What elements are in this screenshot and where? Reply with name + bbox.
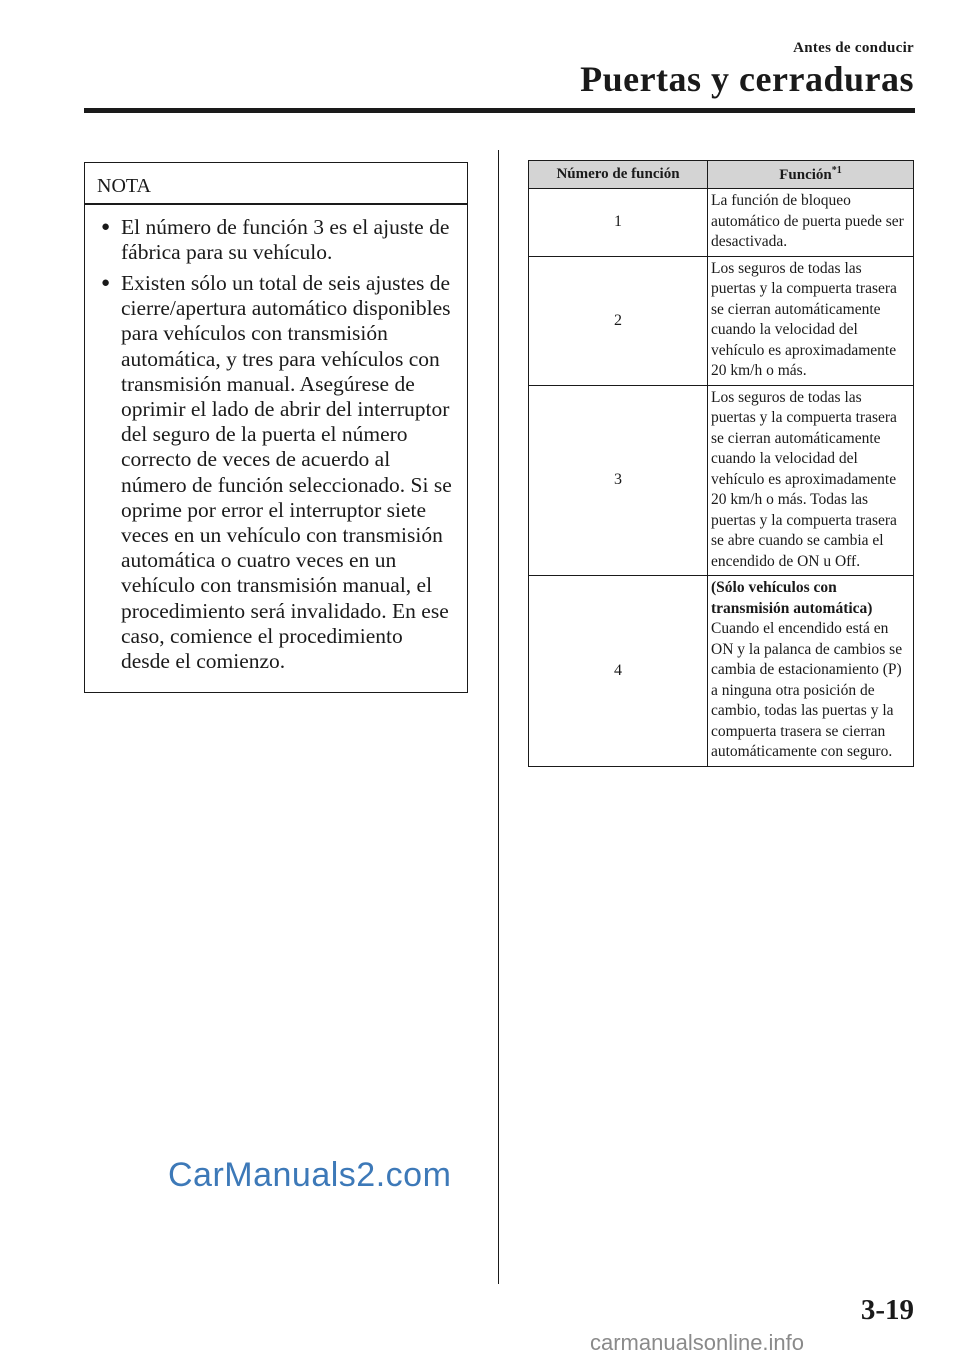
bullet-icon: ●	[101, 274, 111, 291]
function-condition: (Sólo vehículos con transmisión automática)	[711, 579, 873, 617]
note-item-text: Existen sólo un total de seis ajustes de cierre/apertura automático disponibles para vehículos con transmisión automática, y tres para vehículos con transmisión manual. Asegúrese de oprimir el lado de abrir del interruptor del seguro de la puerta el número correcto de veces de acuerdo al número de función seleccionado. Si se oprime por error el interruptor siete veces en un vehículo con transmisión automática o cuatro veces en un vehículo con transmisión manual, el procedimiento será invalidado. En ese caso, comience el procedimiento desde el comienzo.	[121, 270, 452, 673]
header-number-label: Número de función	[556, 166, 680, 182]
function-description: La función de bloqueo automático de puerta puede ser desactivada.	[708, 189, 914, 257]
function-description: Los seguros de todas las puertas y la compuerta trasera se cierran automáticamente cuando la velocidad del vehículo es aproximadamente 20 km/h o más. Todas las puertas y la compuerta trasera se abre cuando se cambia el encendido de ON u Off.	[708, 385, 914, 576]
function-number: 3	[529, 385, 708, 576]
function-number: 2	[529, 256, 708, 385]
note-item	[97, 271, 457, 674]
header-number	[529, 161, 708, 189]
table-row	[529, 256, 914, 385]
page-number: 3-19	[860, 1294, 914, 1326]
table-row	[529, 189, 914, 257]
function-description	[708, 576, 914, 767]
page-title: Puertas y cerraduras	[580, 59, 914, 99]
table-header-row	[529, 161, 914, 189]
column-divider	[498, 150, 499, 1284]
note-item-text: El número de función 3 es el ajuste de fábrica para su vehículo.	[121, 214, 450, 264]
header-function	[708, 161, 914, 189]
footnote-ref: *1	[831, 165, 842, 176]
table-row	[529, 385, 914, 576]
function-number: 4	[529, 576, 708, 767]
table-row	[529, 576, 914, 767]
function-text: Cuando el encendido está en ON y la palanca de cambios se cambia de estacionamiento (P) a ninguna otra posición de cambio, todas las puertas y la compuerta trasera se cierran automáticamente con seguro.	[711, 620, 903, 760]
function-table	[528, 160, 914, 767]
watermark-link[interactable]: CarManuals2.com	[168, 1156, 452, 1194]
note-item	[97, 215, 457, 265]
header-rule	[84, 108, 915, 113]
function-description: Los seguros de todas las puertas y la compuerta trasera se cierran automáticamente cuando la velocidad del vehículo es aproximadamente 20 km/h o más.	[708, 256, 914, 385]
note-list	[85, 205, 467, 675]
bullet-icon: ●	[101, 218, 111, 235]
function-number: 1	[529, 189, 708, 257]
section-label: Antes de conducir	[793, 40, 914, 56]
note-box	[84, 162, 468, 693]
footer-watermark: carmanualsonline.info	[590, 1330, 805, 1355]
note-title: NOTA	[97, 175, 151, 197]
header-function-label: Función	[779, 167, 832, 183]
